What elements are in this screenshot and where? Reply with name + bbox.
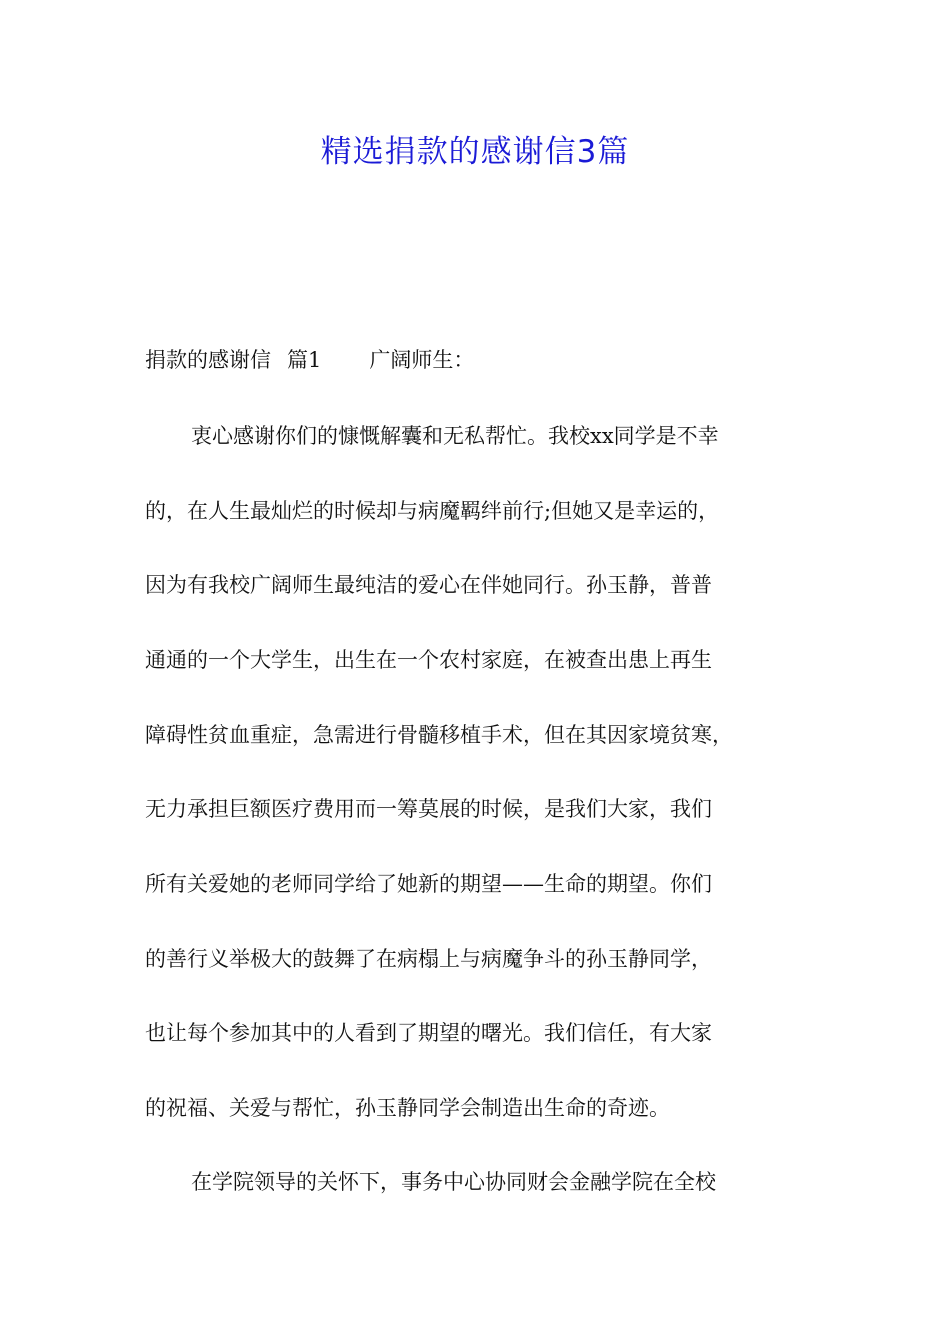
paragraph-line: 因为有我校广阔师生最纯洁的爱心在伴她同行。孙玉静，普普 [145, 573, 712, 597]
paragraph-line: 的祝福、关爱与帮忙，孙玉静同学会制造出生命的奇迹。 [145, 1096, 670, 1120]
paragraph-line: 所有关爱她的老师同学给了她新的期望——生命的期望。你们 [145, 872, 712, 896]
salutation: 广阔师生： [369, 348, 475, 372]
paragraph-line: 的善行义举极大的鼓舞了在病榻上与病魔争斗的孙玉静同学， [145, 947, 712, 971]
document-title: 精选捐款的感谢信3篇 [320, 134, 630, 170]
paragraph-line: 的，在人生最灿烂的时候却与病魔羁绊前行;但她又是幸运的， [145, 499, 720, 523]
paragraph-line: 也让每个参加其中的人看到了期望的曙光。我们信任，有大家 [145, 1021, 712, 1045]
paragraph-line: 无力承担巨额医疗费用而一筹莫展的时候，是我们大家，我们 [145, 797, 712, 821]
section-label: 篇1 [287, 348, 322, 372]
paragraph-line: 衷心感谢你们的慷慨解囊和无私帮忙。我校xx同学是不幸 [191, 424, 719, 448]
section-heading-line [145, 344, 835, 376]
paragraph-line: 障碍性贫血重症，急需进行骨髓移植手术，但在其因家境贫寒， [145, 723, 733, 747]
paragraph-line: 在学院领导的关怀下，事务中心协同财会金融学院在全校 [191, 1170, 716, 1194]
paragraph-line: 通通的一个大学生，出生在一个农村家庭，在被查出患上再生 [145, 648, 712, 672]
section-heading: 捐款的感谢信 [145, 348, 271, 372]
